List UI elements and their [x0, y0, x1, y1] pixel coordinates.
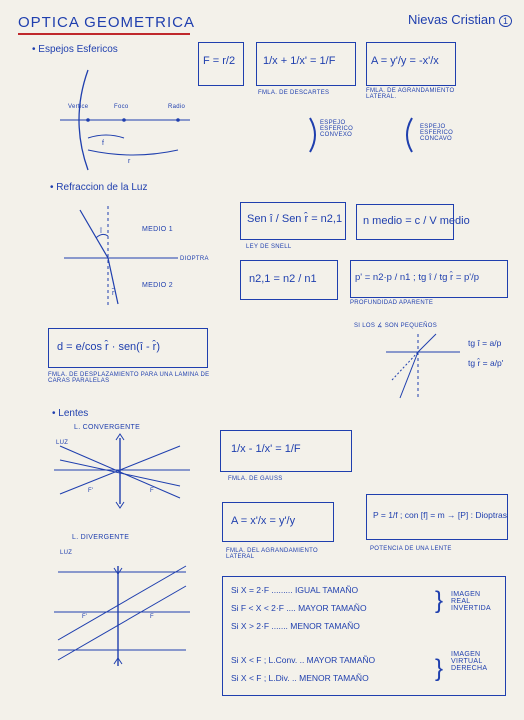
descartes-box: 1/x + 1/x' = 1/F [256, 42, 356, 86]
small-angles-note: SI LOS ∡ SON PEQUEÑOS [354, 323, 438, 329]
power-caption: POTENCIA DE UNA LENTE [370, 546, 452, 552]
apparent-depth-box: p' = n2·p / n1 ; tg î / tg r̂ = p'/p [350, 260, 508, 298]
medium1-label: MEDIO 1 [142, 226, 173, 233]
diverging-title: L. DIVERGENTE [72, 534, 130, 541]
converging-focus: F [150, 488, 154, 494]
converging-light-label: LUZ [56, 440, 69, 446]
virtual-image-label: IMAGEN VIRTUAL DERECHA [451, 651, 488, 672]
page-title: OPTICA GEOMETRICA [18, 14, 196, 31]
concave-mirror-label: ESPEJO ESFERICO CONCAVO [420, 124, 454, 142]
case-row-5: Si X < F ; L.Div. .. MENOR TAMAÑO [231, 673, 369, 683]
angle-i-label: î [100, 228, 103, 235]
case-row-2: Si F < X < 2·F .... MAYOR TAMAÑO [231, 603, 367, 613]
axis-f-label: f [102, 140, 105, 147]
diverging-light-label: LUZ [60, 550, 73, 556]
angle-r-label: r̂ [112, 290, 115, 297]
axis-label-radius: Radio [168, 104, 186, 110]
mirrors-section-title: • Espejos Esfericos [32, 44, 118, 55]
relative-index-box: n2,1 = n2 / n1 [240, 260, 338, 300]
medium2-label: MEDIO 2 [142, 282, 173, 289]
author-name: Nievas Cristian 1 [408, 12, 512, 27]
case-row-4: Si X < F ; L.Conv. .. MAYOR TAMAÑO [231, 655, 376, 665]
magnification-caption-mirror: FMLA. DE AGRANDAMIENTO LATERAL. [366, 88, 455, 100]
index-box: n medio = c / V medio [356, 204, 454, 240]
lenses-section-title: • Lentes [52, 408, 89, 419]
image-cases-box [222, 576, 506, 696]
apparent-depth-caption: PROFUNDIDAD APARENTE [350, 300, 434, 306]
power-box: P = 1/f ; con [f] = m → [P] : Dioptras [366, 494, 508, 540]
magnification-box-mirror: A = y'/y = -x'/x [366, 42, 456, 86]
page-number: 1 [499, 15, 512, 27]
diopter-label: DIOPTRA [180, 256, 209, 262]
axis-label-focus: Foco [114, 104, 129, 110]
real-brace: } [435, 587, 444, 614]
gauss-box: 1/x - 1/x' = 1/F [220, 430, 352, 472]
axis-r-label: r [128, 158, 131, 165]
real-image-label: IMAGEN REAL INVERTIDA [451, 591, 491, 612]
converging-title: L. CONVERGENTE [74, 424, 141, 431]
diverging-focus-prime: F' [82, 614, 88, 620]
lens-magnification-caption: FMLA. DEL AGRANDAMIENTO LATERAL [226, 548, 318, 560]
case-row-1: Si X = 2·F ......... IGUAL TAMAÑO [231, 585, 359, 595]
descartes-caption: FMLA. DE DESCARTES [258, 90, 330, 96]
diverging-focus: F [150, 614, 154, 620]
refraction-section-title: • Refraccion de la Luz [50, 182, 148, 193]
snell-caption: LEY DE SNELL [246, 244, 292, 250]
lens-magnification-box: A = x'/x = y'/y [222, 502, 334, 542]
tg-r-formula: tg r̂ = a/p' [468, 358, 504, 368]
axis-label-vertex: Vertice [68, 104, 89, 110]
focal-length-box: F = r/2 [198, 42, 244, 86]
converging-focus-prime: F' [88, 488, 94, 494]
convex-mirror-label: ESPEJO ESFERICO CONVEXO [320, 120, 354, 138]
snell-box: Sen î / Sen r̂ = n2,1 [240, 202, 346, 240]
displacement-caption: FMLA. DE DESPLAZAMIENTO PARA UNA LAMINA DE CARAS PARALELAS [48, 372, 210, 384]
gauss-caption: FMLA. DE GAUSS [228, 476, 283, 482]
case-row-3: Si X > 2·F ....... MENOR TAMAÑO [231, 621, 360, 631]
displacement-box: d = e/cos r̂ · sen(î - r̂) [48, 328, 208, 368]
virtual-brace: } [435, 655, 444, 682]
tg-i-formula: tg î = a/p [468, 338, 502, 348]
